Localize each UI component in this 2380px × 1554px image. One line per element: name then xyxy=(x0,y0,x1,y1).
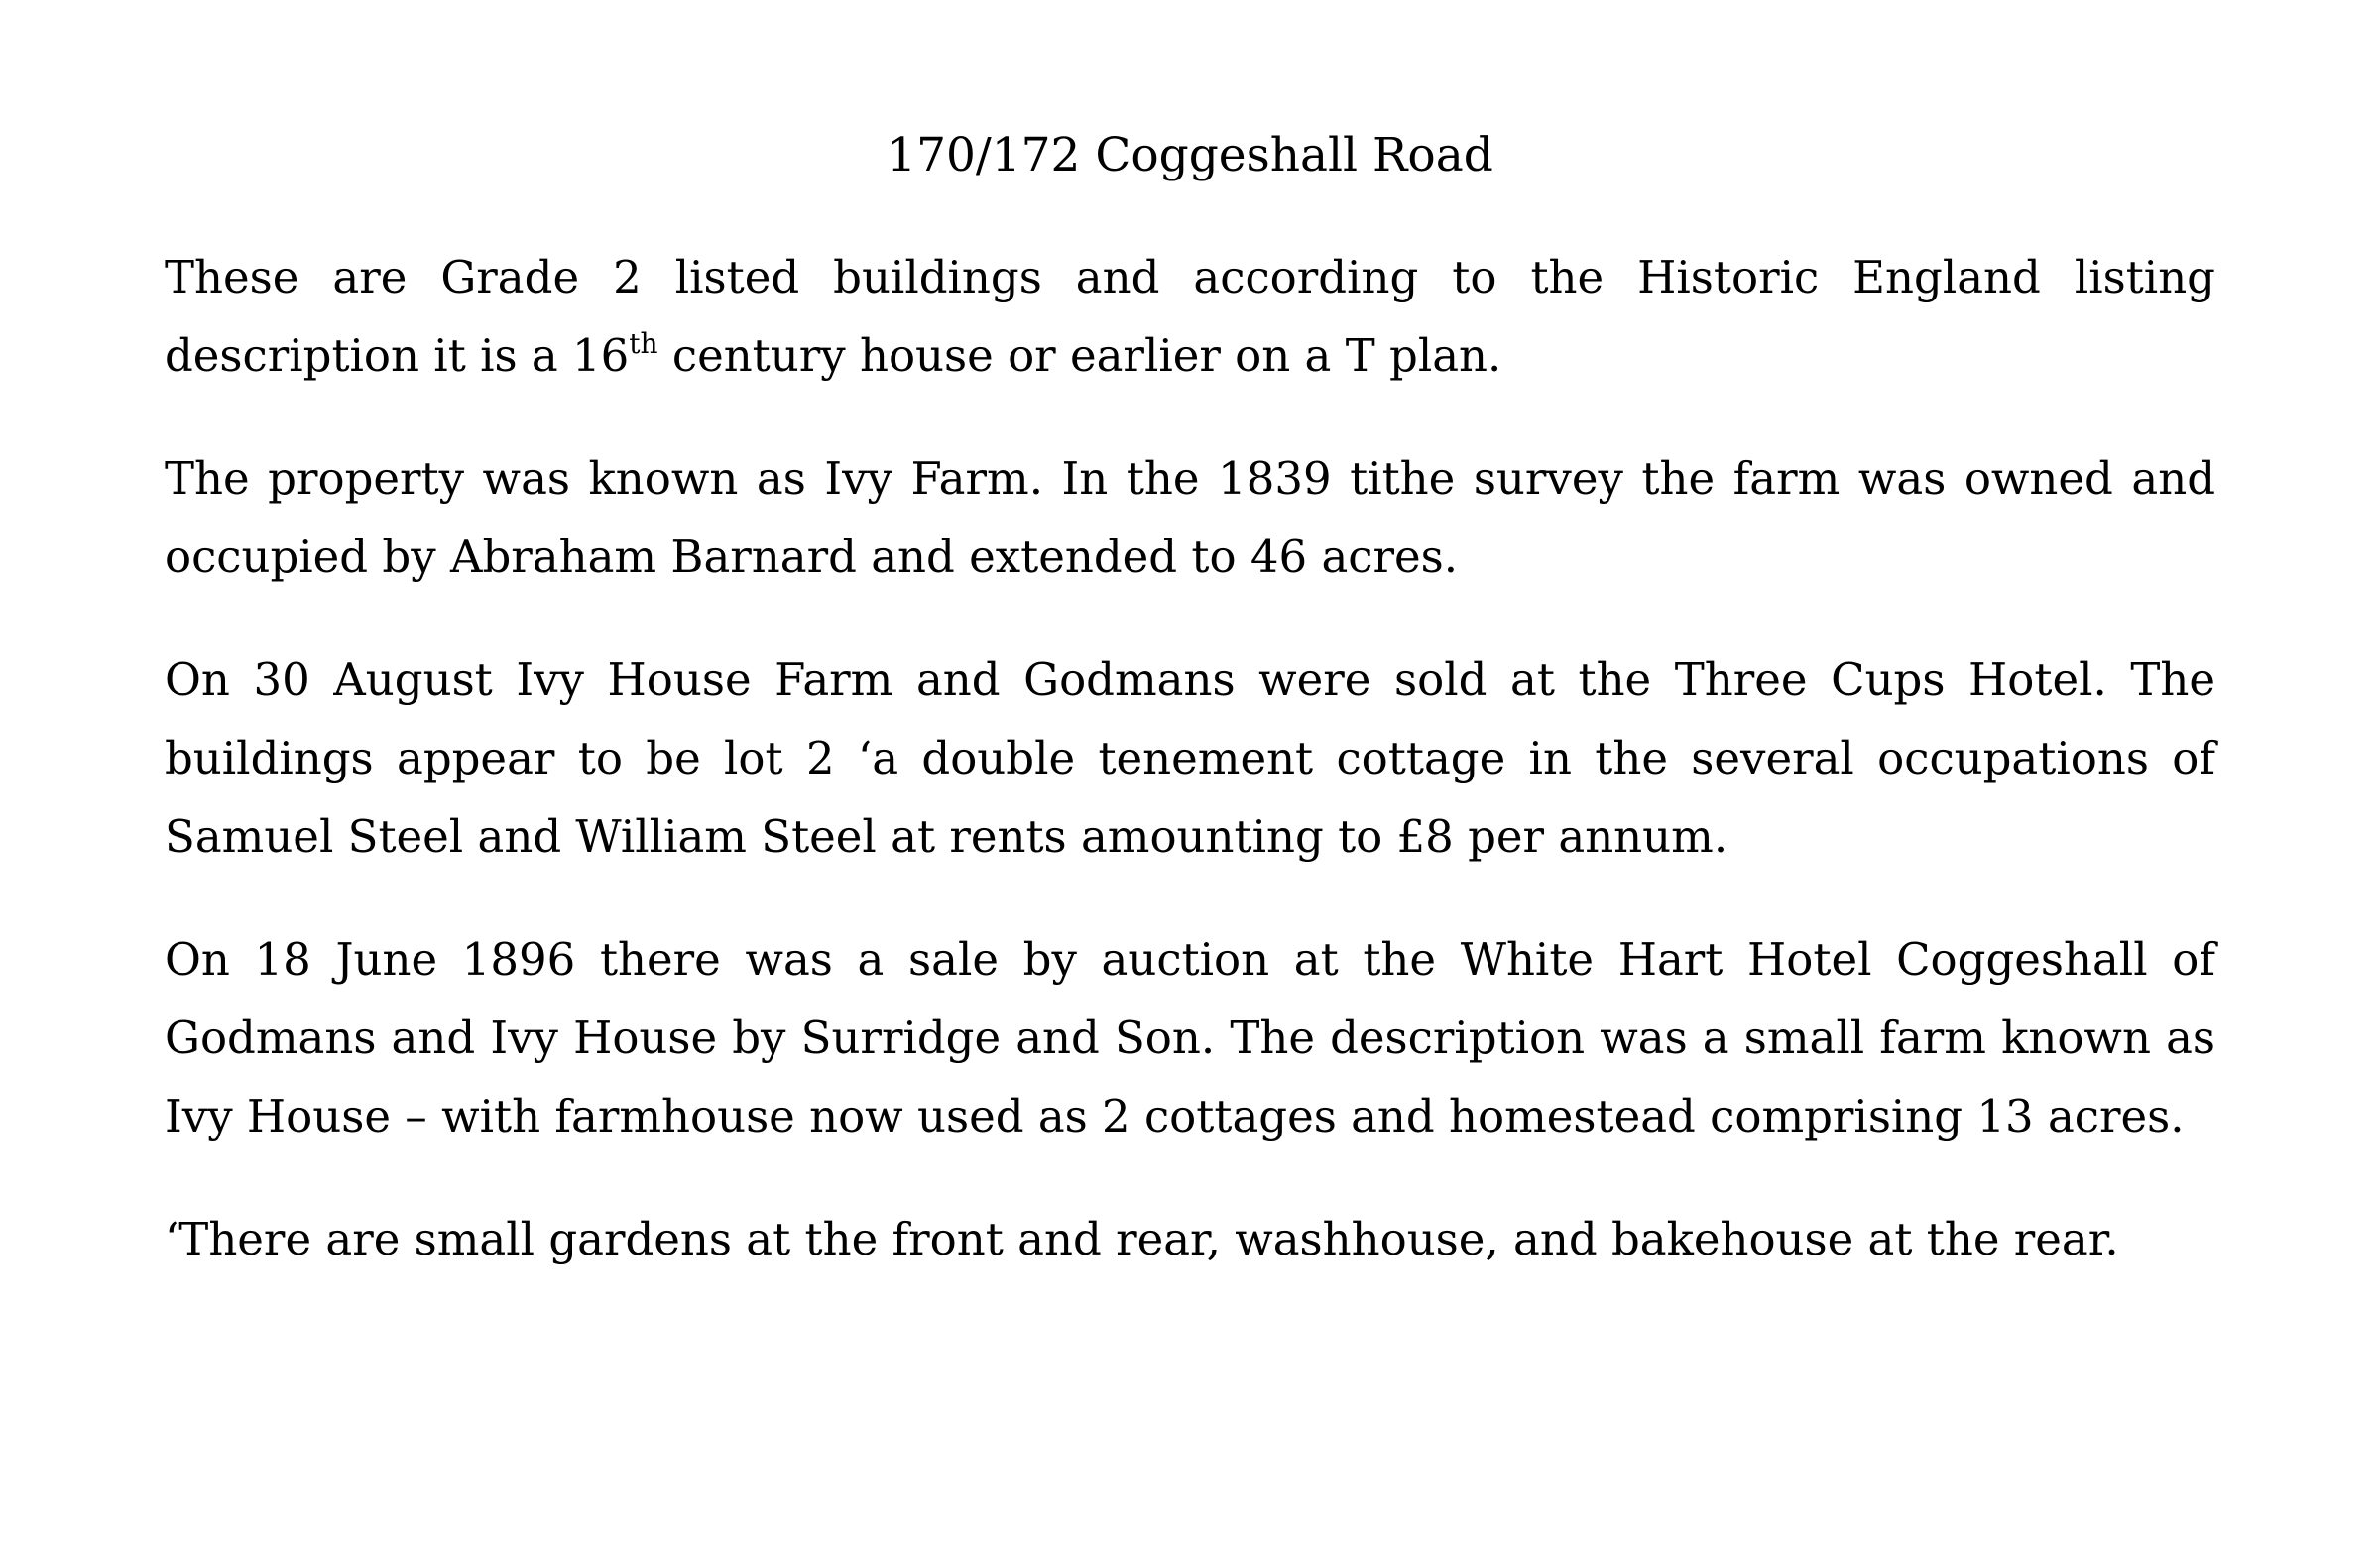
paragraph-gardens: ‘There are small gardens at the front and rear, washhouse, and bakehouse at the rear. xyxy=(165,1213,2119,1265)
page-title: 170/172 Coggeshall Road xyxy=(887,128,1493,182)
paragraph-listing-text: These are Grade 2 listed buildings and according to the Historic England listing description it is a 16 xyxy=(165,251,2215,382)
document-body xyxy=(165,238,2215,1323)
paragraph-listing xyxy=(165,238,2215,395)
paragraph-listing-text-end: century house or earlier on a T plan. xyxy=(657,329,1502,382)
paragraph-ivy-farm: The property was known as Ivy Farm. In the 1839 tithe survey the farm was owned and occupied by Abraham Barnard and extended to 46 acres. xyxy=(165,452,2215,583)
paragraph-sale-1: On 30 August Ivy House Farm and Godmans were sold at the Three Cups Hotel. The buildings appear to be lot 2 ‘a double tenement cottage in the several occupations of Samuel Steel and William Steel at rents amounting to £8 per annum. xyxy=(165,654,2215,863)
ordinal-suffix: th xyxy=(629,327,658,360)
paragraph-sale-1896: On 18 June 1896 there was a sale by auction at the White Hart Hotel Coggeshall of Godmans and Ivy House by Surridge and Son. The description was a small farm known as Ivy House – with farmhouse now used as 2 cottages and homestead comprising 13 acres. xyxy=(165,933,2215,1142)
